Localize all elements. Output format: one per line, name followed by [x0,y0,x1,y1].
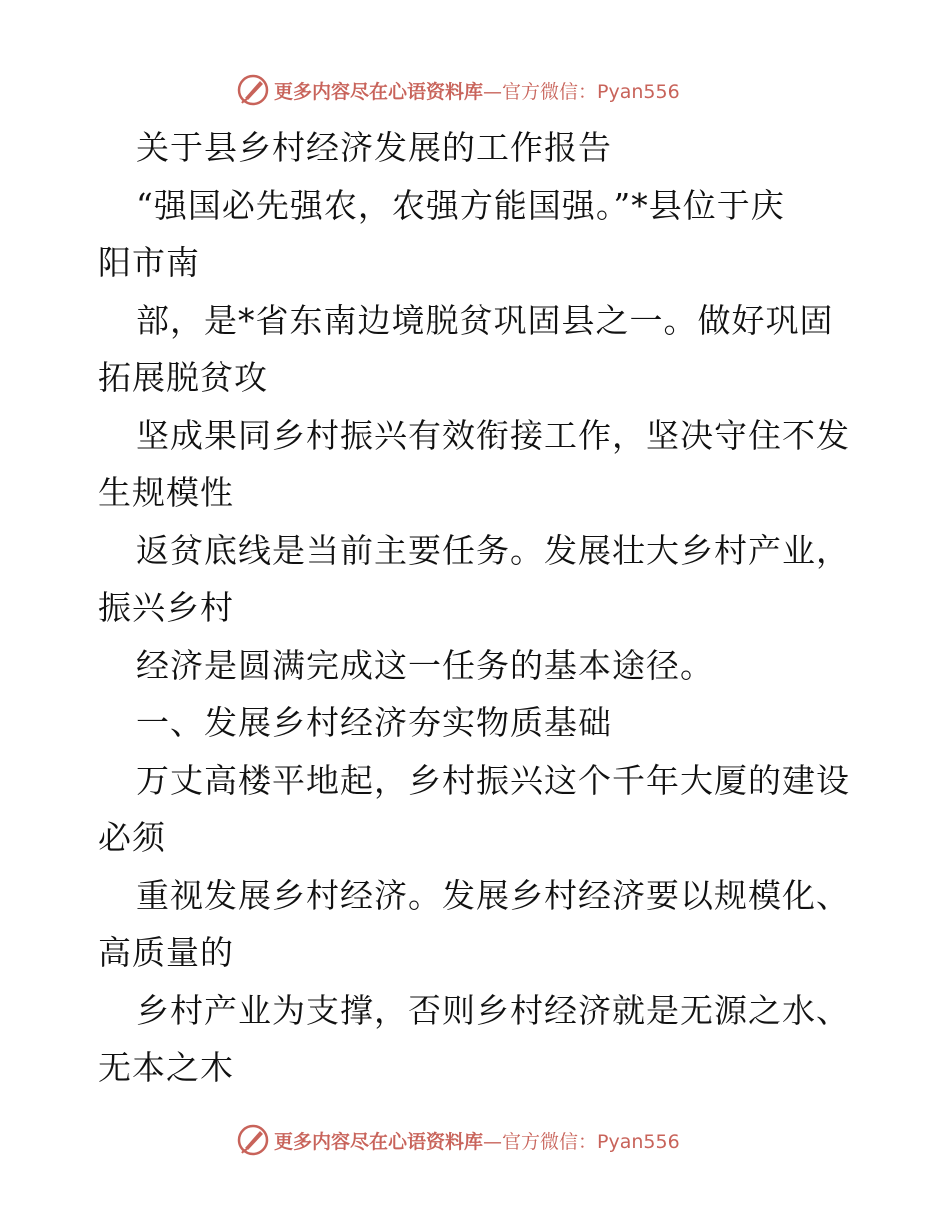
document-body [98,119,858,1097]
paragraph-line: “强国必先强农，农强方能国强。”*县位于庆 [136,185,785,225]
paragraph-line: 万丈高楼平地起，乡村振兴这个千年大厦的建设 [136,760,850,800]
paragraph-line: 部，是*省东南边境脱贫巩固县之一。做好巩固 [136,300,834,340]
watermark-suffix: 官方微信：Pyan556 [502,1130,680,1153]
paragraph-line: 生规模性 [98,473,234,512]
paragraph-line: 坚成果同乡村振兴有效衔接工作，坚决守住不发 [136,415,850,455]
paragraph-line: 无本之木 [98,1048,234,1087]
footer-watermark [236,1123,716,1157]
quill-pen-seal-icon [236,73,270,107]
paragraph-line: 拓展脱贫攻 [98,358,268,397]
header-watermark [236,73,716,107]
paragraph-line: 阳市南 [98,243,200,282]
paragraph-line: 返贫底线是当前主要任务。发展壮大乡村产业， [136,530,850,570]
document-title: 关于县乡村经济发展的工作报告 [136,128,612,167]
paragraph-line: 必须 [98,818,166,857]
watermark-separator: — [483,1130,503,1153]
watermark-text [274,77,680,104]
paragraph-line: 乡村产业为支撑，否则乡村经济就是无源之水、 [136,990,850,1030]
paragraph-line: 振兴乡村 [98,588,234,627]
paragraph-line: 经济是圆满完成这一任务的基本途径。 [136,645,714,685]
watermark-text [274,1127,680,1154]
quill-pen-seal-icon [236,1123,270,1157]
watermark-main: 更多内容尽在心语资料库 [274,1130,484,1153]
paragraph-line: 重视发展乡村经济。发展乡村经济要以规模化、 [136,875,850,915]
watermark-main: 更多内容尽在心语资料库 [274,80,484,103]
paragraph-line: 高质量的 [98,933,234,972]
watermark-suffix: 官方微信：Pyan556 [502,80,680,103]
watermark-separator: — [483,80,503,103]
section-heading: 一、发展乡村经济夯实物质基础 [136,703,612,742]
